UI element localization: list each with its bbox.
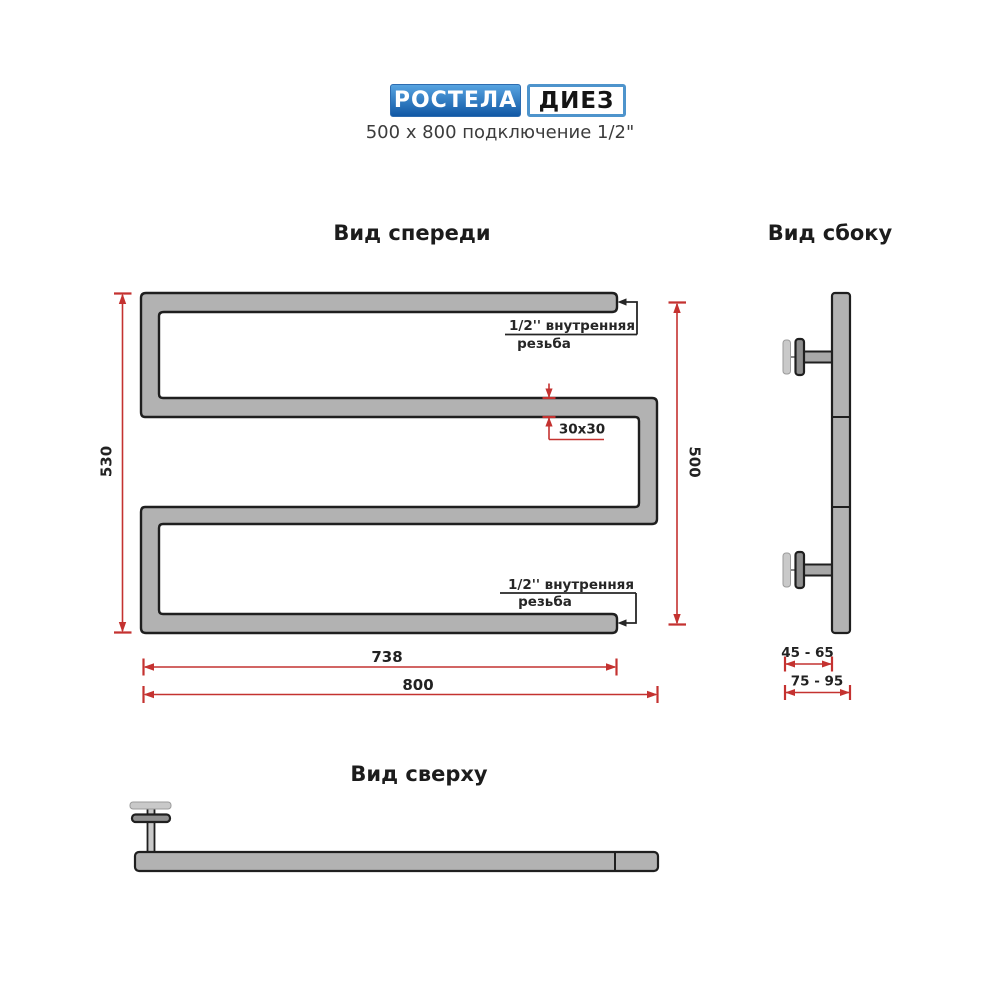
dim-arrow-left xyxy=(144,663,155,670)
logo-series-text: ДИЕЗ xyxy=(538,87,615,114)
side-view xyxy=(781,293,850,700)
bracket-flange xyxy=(796,552,805,588)
dim-arrow-left xyxy=(785,689,795,696)
top-view-title: Вид сверху xyxy=(350,762,488,786)
bracket-arm xyxy=(802,352,833,363)
dim-45-65-label: 45 - 65 xyxy=(781,645,834,661)
front-view xyxy=(98,293,704,703)
callout-arrow-icon xyxy=(618,298,627,305)
dim-738 xyxy=(144,648,617,676)
bracket-flange xyxy=(796,339,805,375)
dim-30x30-label: 30x30 xyxy=(558,421,606,438)
bracket-wall-plate xyxy=(783,340,791,374)
bracket-stem xyxy=(148,806,155,852)
top-view xyxy=(130,802,658,871)
side-pipe-column xyxy=(832,293,850,633)
dim-500 xyxy=(669,303,704,625)
top-pipe-bar xyxy=(135,852,658,871)
dim-arrow-left xyxy=(144,691,155,698)
bracket-wall-plate xyxy=(783,553,791,587)
dim-arrow-down xyxy=(119,622,126,633)
dim-738-label: 738 xyxy=(371,648,403,666)
wall-bracket-upper xyxy=(783,339,833,375)
bracket-flange xyxy=(132,815,170,823)
dim-800 xyxy=(144,676,658,703)
model-subtitle: 500 x 800 подключение 1/2" xyxy=(365,122,635,143)
dim-75-95-label: 75 - 95 xyxy=(790,673,844,690)
dim-arrow-up xyxy=(119,294,126,305)
dim-arrow-up xyxy=(545,417,552,427)
logo-brand-text: РОСТЕЛА xyxy=(393,88,518,113)
thread-label-bottom-2: резьба xyxy=(518,594,572,610)
thread-label-bottom-1: 1/2'' внутренняя xyxy=(508,577,634,593)
callout-arrow-icon xyxy=(618,619,627,626)
wall-bracket-lower xyxy=(783,552,833,588)
dim-arrow-right xyxy=(840,689,850,696)
dim-arrow-down xyxy=(673,614,680,625)
dim-arrow-right xyxy=(647,691,658,698)
dim-45-65 xyxy=(781,645,834,672)
side-view-title: Вид сбоку xyxy=(767,221,893,245)
dim-500-label: 500 xyxy=(685,446,704,478)
dim-75-95 xyxy=(785,674,850,701)
dim-arrow-right xyxy=(822,661,832,668)
dim-arrow-down xyxy=(545,389,552,399)
dim-530-label: 530 xyxy=(97,445,116,478)
wall-bracket-top-view xyxy=(130,802,171,852)
front-view-title: Вид спереди xyxy=(333,221,491,245)
thread-label-top-2: резьба xyxy=(517,336,571,352)
dim-530 xyxy=(98,294,132,633)
dim-arrow-right xyxy=(606,663,617,670)
dim-800-label: 800 xyxy=(402,676,434,694)
bracket-wall-plate xyxy=(130,802,171,809)
thread-label-top-1: 1/2'' внутренняя xyxy=(509,318,635,334)
callout-leader xyxy=(623,593,636,623)
dim-arrow-up xyxy=(673,303,680,314)
bracket-arm xyxy=(802,565,833,576)
dim-arrow-left xyxy=(785,661,795,668)
